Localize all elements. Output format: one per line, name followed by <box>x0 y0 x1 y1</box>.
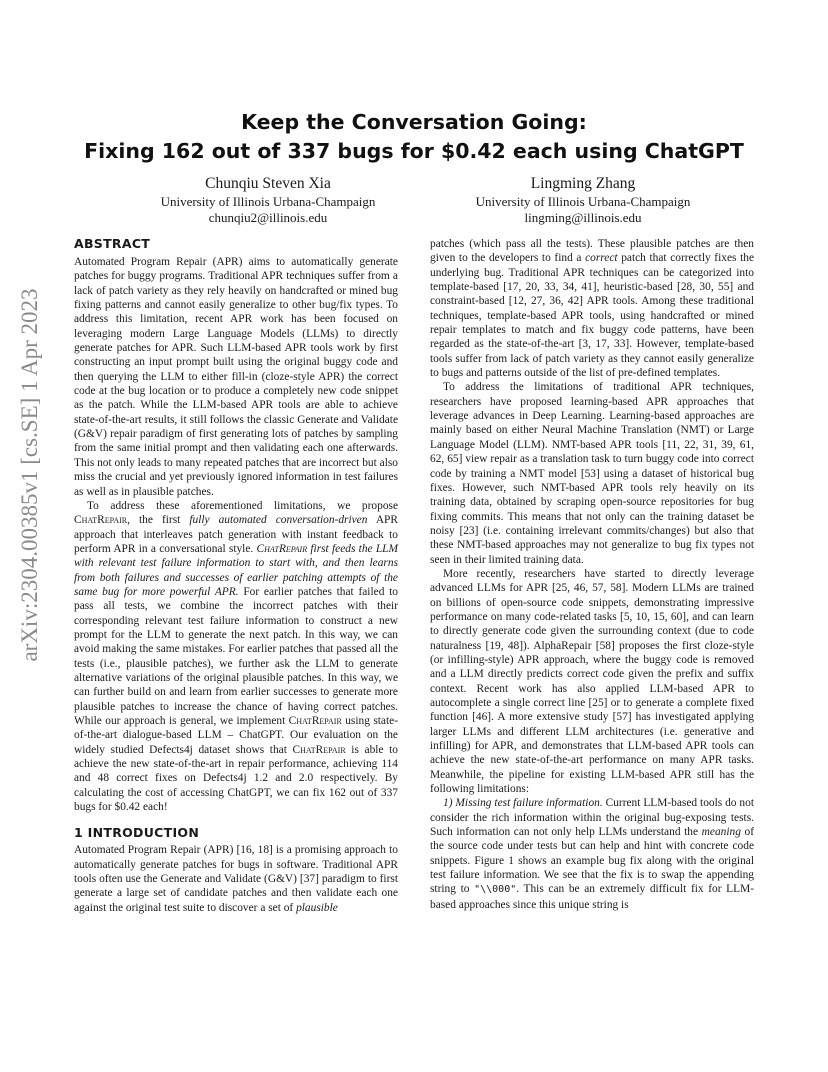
tool-name: ChatRepair <box>74 514 128 527</box>
title-line-2: Fixing 162 out of 337 bugs for $0.42 each using ChatGPT <box>84 139 744 163</box>
intro-paragraph-3: More recently, researchers have started to directly leverage advanced LLMs for APR [25, 46, 57, 58]. Modern LLMs are trained on billions of open-source code snippets, demonstrating impressive performance on many code-related tasks [5, 10, 15, 60], and can learn to directly generate code given the surrounding context (due to code naturalness [19, 48]). AlphaRepair [58] proposes the first cloze-style (or infilling-style) APR approach, where the buggy code is removed and a LLM directly predicts correct code given the prefix and suffix context. Recent work has also applied LLM-based APR to autocomplete a single correct line [25] or to generate a complete fixed function [46]. A more extensive study [57] has investigated applying larger LLMs and different LLM architectures (i.e. generative and infilling) for APR, and demonstrates that LLM-based APR tools can achieve the new state-of-the-art performance on many APR tasks. Meanwhile, the pipeline for existing LLM-based APR still has the following limitations: <box>430 567 754 796</box>
left-column <box>74 235 398 915</box>
arxiv-sidebar-stamp: arXiv:2304.00385v1 [cs.SE] 1 Apr 2023 <box>17 288 42 662</box>
tool-name: ChatRepair <box>256 542 308 555</box>
title-line-1: Keep the Conversation Going: <box>241 110 587 134</box>
introduction-heading: 1 INTRODUCTION <box>74 825 200 841</box>
author-affiliation: University of Illinois Urbana-Champaign <box>475 194 691 209</box>
author-name: Lingming Zhang <box>530 175 636 192</box>
author-block-1 <box>103 174 433 226</box>
author-email[interactable]: lingming@illinois.edu <box>524 210 642 225</box>
author-block-2 <box>418 174 748 226</box>
intro-paragraph-1: Automated Program Repair (APR) [16, 18] is a promising approach to automatically generate patches for bugs in software. Traditional APR tools often use the Generate and Validate (G&V) [37] paradigm to first generate a large set of candidate patches and then validate each one against the original test suite to discover a set of plausible <box>74 844 398 914</box>
tool-name: ChatRepair <box>292 743 346 756</box>
author-affiliation: University of Illinois Urbana-Champaign <box>160 194 376 209</box>
inline-code-string: "\\000" <box>474 884 517 896</box>
abstract-paragraph-2: To address these aforementioned limitations, we propose ChatRepair, the first fully automated conversation-driven APR approach that interleaves patch generation with instant feedback to perform APR in a conversational style. ChatRepair first feeds the LLM with relevant test failure information to start with, and then learns from both failures and successes of earlier patching attempts of the same bug for more powerful APR. For earlier patches that failed to pass all tests, we combine the incorrect patches with their corresponding relevant test failure information to construct a new prompt for the LLM to generate the next patch. In this way, we can avoid making the same mistakes. For earlier patches that passed all the tests (i.e., plausible patches), we further ask the LLM to generate alternative variations of the original plausible patches. In this way, we can further build on and learn from earlier successes to generate more plausible patches to increase the chance of having correct patches. While our approach is general, we implement ChatRepair using state-of-the-art dialogue-based LLM – ChatGPT. Our evaluation on the widely studied Defects4j dataset shows that ChatRepair is able to achieve the new state-of-the-art in repair performance, achieving 114 and 48 correct fixes on Defects4j 1.2 and 2.0 respectively. By calculating the cost of accessing ChatGPT, we can fix 162 out of 337 bugs for $0.42 each! <box>74 499 399 814</box>
intro-paragraph-1-continued: patches (which pass all the tests). These plausible patches are then given to the developers to find a correct patch that correctly fixes the underlying bug. Traditional APR techniques can be categorized into template-based [17, 20, 33, 34, 41], heuristic-based [28, 30, 55] and constraint-based [12, 27, 36, 42] APR tools. Among these traditional techniques, template-based APR tools, using handcrafted or mined repair templates to match and fix buggy code patterns, have been regarded as the state-of-the-art [3, 17, 33]. However, template-based tools suffer from lack of patch variety as they cannot easily generalize to bugs and patterns outside of the list of pre-defined templates. <box>430 238 754 380</box>
intro-paragraph-4: 1) Missing test failure information. Current LLM-based tools do not consider the rich information within the original bug-exposing tests. Such information can not only help LLMs understand the meaning of the source code under tests but can help and hint with concrete code snippets. Figure 1 shows an example bug fix along with the original test failure information. We see that the fix is to swap the appending string to "\\000". This can be an extremely difficult fix for LLM-based approaches since this unique string is <box>430 797 754 911</box>
right-column <box>430 237 754 912</box>
paper-title <box>60 108 768 166</box>
abstract-heading: ABSTRACT <box>74 236 151 251</box>
author-name: Chunqiu Steven Xia <box>205 175 331 192</box>
abstract-paragraph-1: Automated Program Repair (APR) aims to automatically generate patches for buggy programs. Traditional APR techniques suffer from a lack of patch variety as they rely heavily on handcrafted or mined bug fixing patterns and cannot easily generalize to other bug/fix types. To address this limitation, recent APR work has been focused on leveraging modern Large Language Models (LLMs) to directly generate patches for APR. Such LLM-based APR tools work by first constructing an input prompt built using the original buggy code and then querying the LLM to either fill-in (cloze-style APR) the correct code at the bug location or to produce a completely new code snippet as the patch. While the LLM-based APR tools are able to achieve state-of-the-art results, it still follows the classic Generate and Validate (G&V) repair paradigm of first generating lots of patches by sampling from the same initial prompt and then validating each one afterwards. This not only leads to many repeated patches that are incorrect but also miss the crucial and yet previously ignored information in test failures as well as in plausible patches. <box>74 256 398 498</box>
intro-paragraph-2: To address the limitations of traditional APR techniques, researchers have proposed learning-based APR approaches that leverage advances in Deep Learning. Learning-based approaches are mainly based on either Neural Machine Translation (NMT) or Large Language Model (LLM). NMT-based APR tools [11, 22, 31, 39, 61, 62, 65] view repair as a translation task to turn buggy code into correct code by training a NMT model [53] using a dataset of historical bug fixes. However, such NMT-based APR tools rely heavily on its training data, obtained by scraping open-source repositories for bug fixing commits. This means that not only can the training dataset be noisy [23] (i.e. containing irrelevant commits/changes) but also that these NMT-based approaches may not generalize to bug fix types not seen in their limited training data. <box>430 381 754 566</box>
tool-name: ChatRepair <box>288 715 342 727</box>
author-email[interactable]: chunqiu2@illinois.edu <box>208 210 328 225</box>
